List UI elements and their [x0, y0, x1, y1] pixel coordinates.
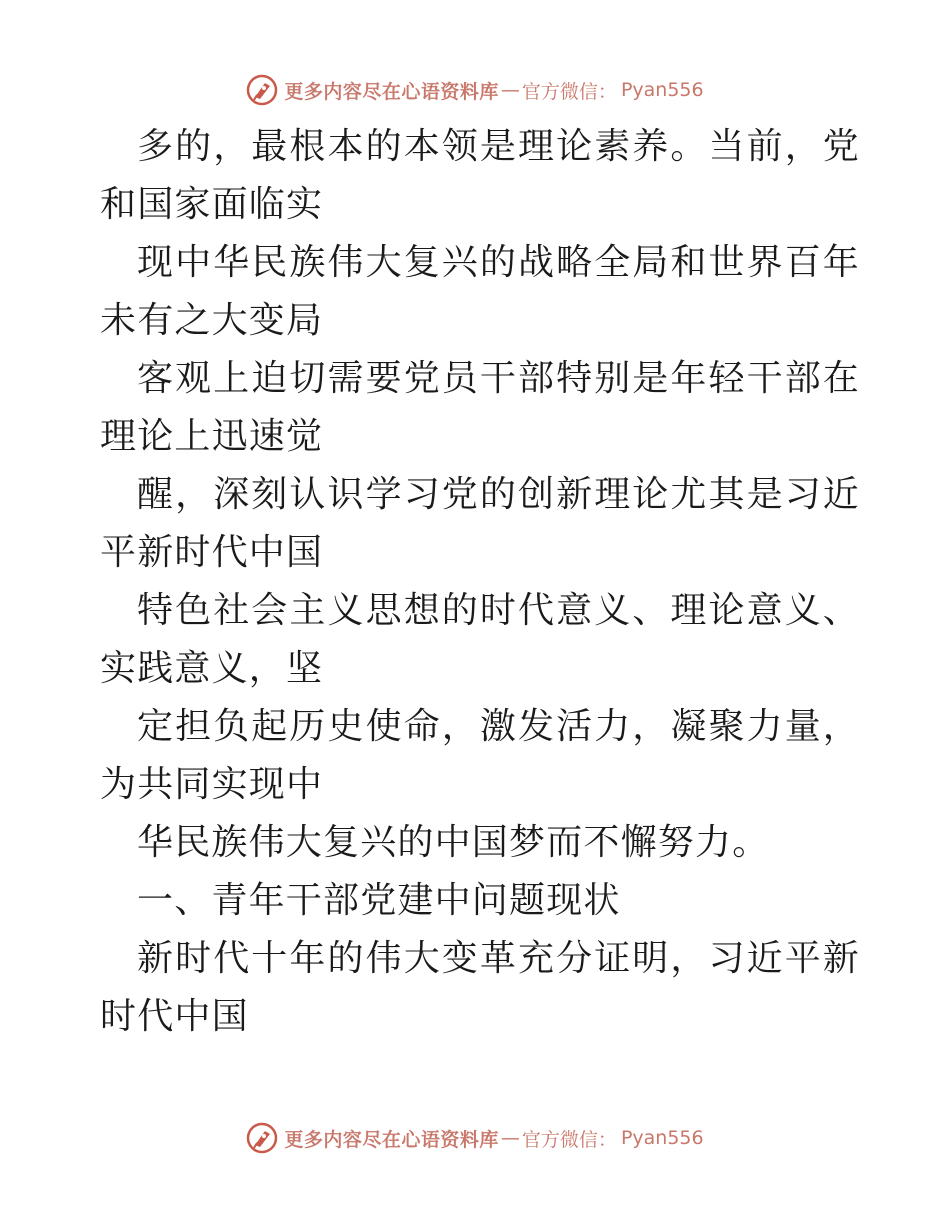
paragraph: 多的，最根本的本领是理论素养。当前，党和国家面临实	[100, 126, 860, 225]
pen-nib-logo-icon	[246, 74, 278, 106]
header-watermark-banner	[0, 70, 950, 110]
banner-title: 更多内容尽在心语资料库	[284, 1128, 499, 1151]
paragraph: 定担负起历史使命，激发活力，凝聚力量，为共同实现中	[100, 706, 860, 805]
document-body	[100, 118, 860, 1046]
banner-dash: —	[500, 79, 520, 101]
paragraph: 醒，深刻认识学习党的创新理论尤其是习近平新时代中国	[100, 474, 860, 573]
pen-nib-logo-icon	[246, 1122, 278, 1154]
paragraph: 现中华民族伟大复兴的战略全局和世界百年未有之大变局	[100, 242, 860, 341]
banner-wechat-account: Pyan556	[620, 1127, 704, 1149]
paragraph: 客观上迫切需要党员干部特别是年轻干部在理论上迅速觉	[100, 358, 860, 457]
banner-wechat-label: 官方微信：	[521, 1128, 617, 1151]
footer-watermark-banner	[0, 1118, 950, 1158]
paragraph: 特色社会主义思想的时代意义、理论意义、实践意义，坚	[100, 590, 860, 689]
paragraph: 华民族伟大复兴的中国梦而不懈努力。	[137, 822, 770, 863]
banner-wechat-label: 官方微信：	[521, 80, 617, 103]
paragraph: 新时代十年的伟大变革充分证明，习近平新时代中国	[100, 938, 860, 1037]
banner-title: 更多内容尽在心语资料库	[284, 80, 499, 103]
section-heading: 一、青年干部党建中问题现状	[137, 880, 621, 921]
banner-dash: —	[500, 1127, 520, 1149]
banner-wechat-account: Pyan556	[620, 79, 704, 101]
